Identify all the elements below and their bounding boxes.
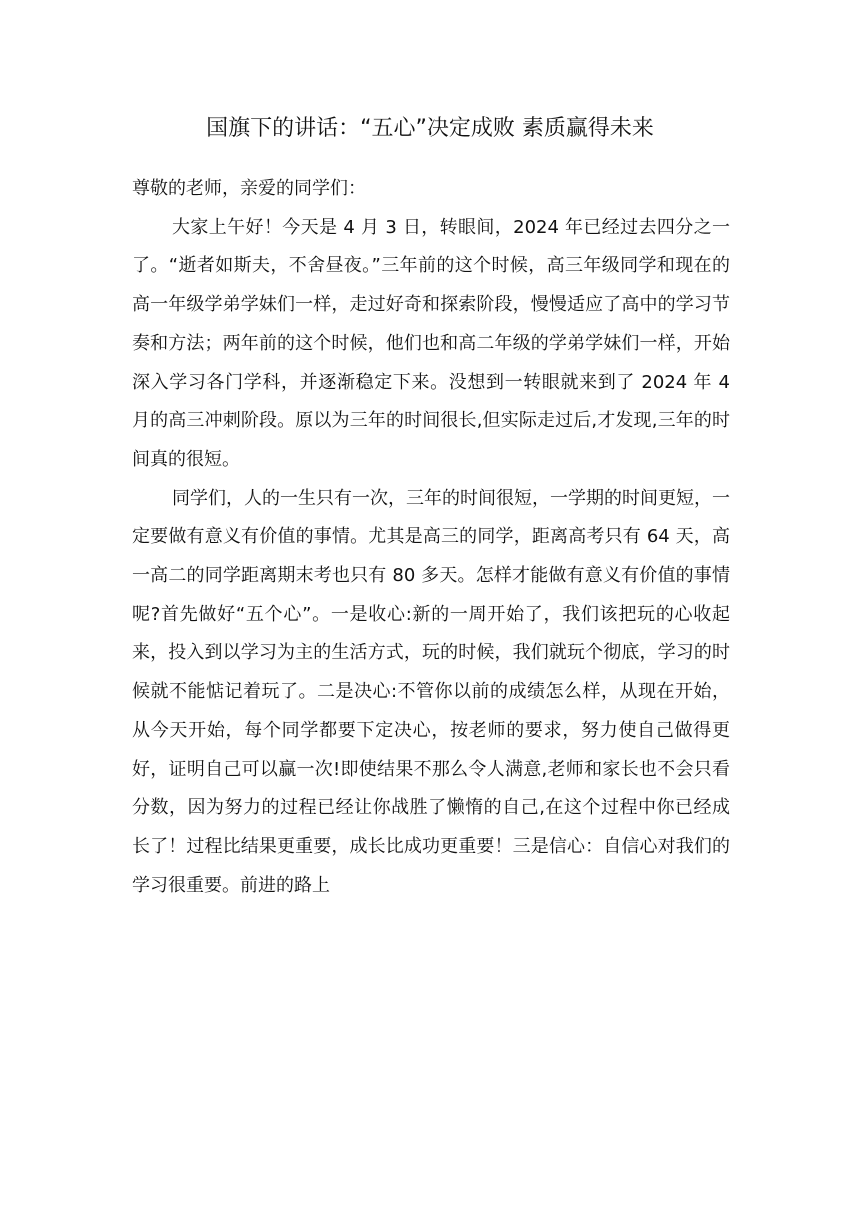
paragraph-2: 同学们，人的一生只有一次，三年的时间很短，一学期的时间更短，一定要做有意义有价值的事情。尤其是高三的同学，距离高考只有 64 天，高一高二的同学距离期末考也只有 80 多天。怎样才能做有意义有价值的事情呢?首先做好“五个心”。一是收心:新的一周开始了，我们该把玩的心收起来，投入到以学习为主的生活方式，玩的时候，我们就玩个彻底，学习的时候就不能惦记着玩了。二是决心:不管你以前的成绩怎么样，从现在开始，从今天开始，每个同学都要下定决心，按老师的要求，努力使自己做得更好，证明自己可以赢一次!即使结果不那么令人满意,老师和家长也不会只看分数，因为努力的过程已经让你战胜了懒惰的自己,在这个过程中你已经成长了！过程比结果更重要，成长比成功更重要！三是信心：自信心对我们的学习很重要。前进的路上 (132, 487, 730, 896)
paragraph-1: 大家上午好！今天是 4 月 3 日，转眼间，2024 年已经过去四分之一了。“逝者如斯夫，不舍昼夜。”三年前的这个时候，高三年级同学和现在的高一年级学弟学妹们一样，走过好奇和探索阶段，慢慢适应了高中的学习节奏和方法；两年前的这个时候，他们也和高二年级的学弟学妹们一样，开始深入学习各门学科，并逐渐稳定下来。没想到一转眼就来到了 2024 年 4 月的高三冲刺阶段。原以为三年的时间很长,但实际走过后,才发现,三年的时间真的很短。 (132, 216, 730, 470)
document-title: 国旗下的讲话：“五心”决定成败 素质赢得未来 (206, 116, 654, 141)
salutation: 尊敬的老师，亲爱的同学们： (132, 178, 366, 199)
document-body (132, 170, 730, 905)
